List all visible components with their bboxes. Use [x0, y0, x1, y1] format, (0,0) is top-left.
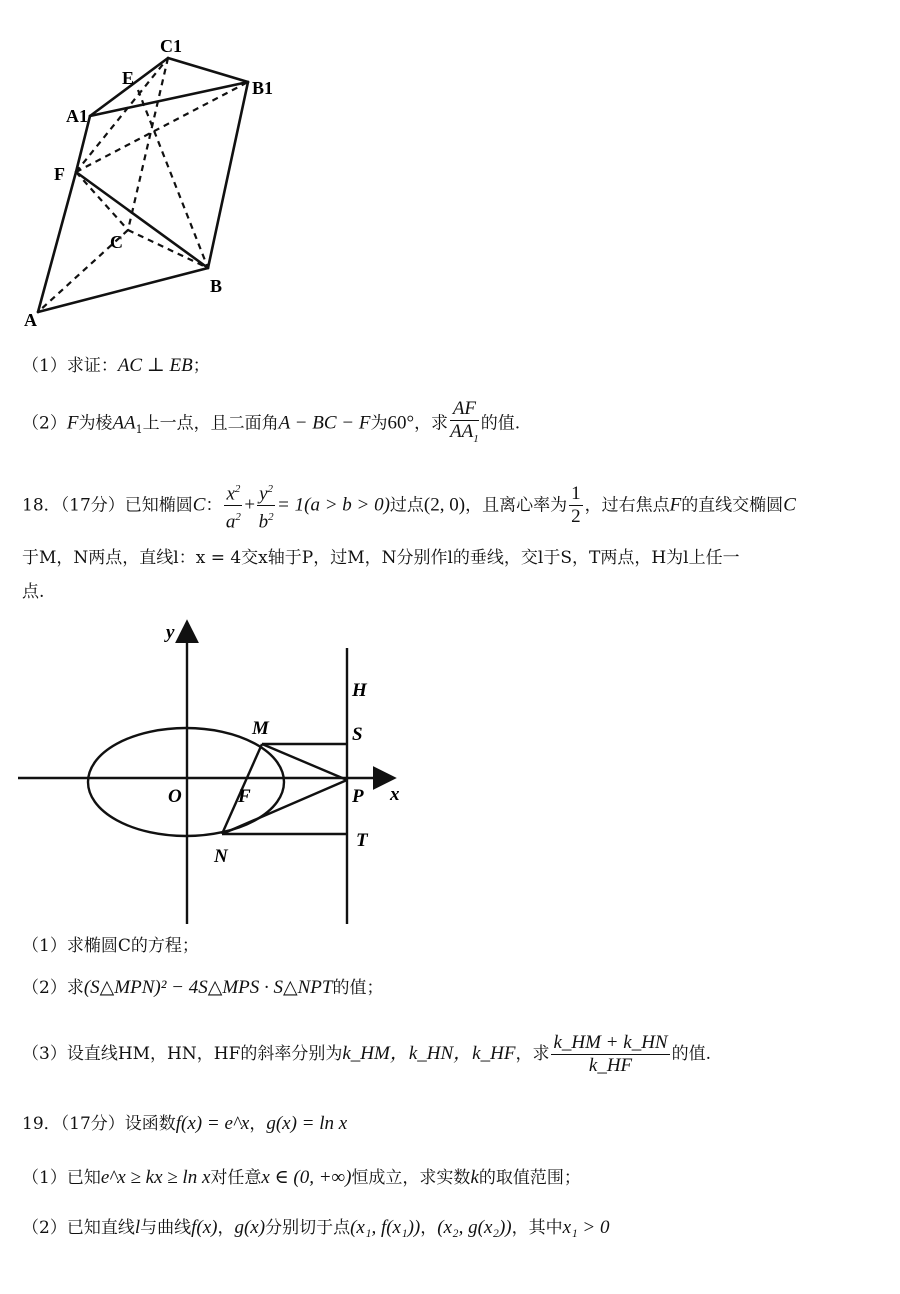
p18-e-den: 2 [571, 506, 581, 528]
p19-q2-p1: (x₁, f(x₁)) [350, 1217, 421, 1238]
p19-q2-p2: (x₂, g(x₂)) [437, 1217, 512, 1238]
p17-q2-F: F [66, 412, 79, 434]
p18-q2-expr: (S△MPN)² − 4S△MPS · S△NPT [83, 977, 333, 998]
label-C1: C1 [160, 36, 182, 56]
label-x: x [390, 784, 400, 805]
p18-q2-prefix: （2）求 [22, 978, 84, 998]
label-M: M [252, 718, 269, 739]
p17-q2-t2: 上一点，且二面角 [142, 413, 279, 434]
p19-q1 [22, 1166, 581, 1190]
p18-q2 [22, 976, 383, 1000]
p18-q3 [22, 1030, 711, 1078]
p17-q2-t3: 为 [370, 413, 388, 434]
p18-t1: 过点 [389, 495, 424, 516]
p17-q2-t5: 的值. [480, 413, 521, 434]
p19-f-def: f(x) = e^x [175, 1113, 250, 1134]
p18-q1: （1）求椭圆C的方程； [22, 936, 199, 956]
p18-stem-line2: 于M，N两点，直线l：x = 4交x轴于P，过M，N分别作l的垂线，交l于S，T两点，H为l上任一 [22, 548, 740, 568]
p19-q1-suffix: 的取值范围； [478, 1168, 581, 1188]
p19-q2-t2: 分别切于点 [265, 1218, 351, 1238]
p17-q2-angle: A − BC − F [278, 412, 371, 434]
p17-q2-fraction: $\frac{AF}{AA_1}$ [450, 398, 479, 445]
p19-q2-l: l [134, 1217, 141, 1238]
p19-q1-ineq: e^x ≥ kx ≥ ln x [100, 1167, 211, 1188]
p18-q3-suffix: 的值. [671, 1044, 711, 1064]
ellipse-figure [14, 612, 414, 930]
p18-q3-prefix: （3）设直线HM，HN，HF的斜率分别为 [22, 1044, 343, 1064]
p18-q2-suffix: 的值； [332, 978, 384, 998]
label-B1: B1 [252, 78, 274, 98]
p18-e-num: 1 [571, 483, 581, 505]
p18-C: C [192, 494, 206, 516]
p19-q1-t2: 恒成立，求实数 [351, 1168, 471, 1188]
p18-t2: ，且离心率为 [465, 495, 568, 516]
p17-q2-t4: ，求 [414, 413, 449, 434]
label-E: E [122, 68, 135, 88]
p17-q2-AA1: AA [112, 412, 136, 434]
label-A: A [24, 310, 37, 330]
p19-q2 [22, 1216, 610, 1240]
p18-F: F [669, 494, 682, 516]
p18-C2: C [783, 494, 796, 516]
p18-colon: ： [205, 495, 223, 516]
p18-point: (2, 0) [423, 494, 466, 516]
label-A1: A1 [66, 106, 88, 126]
p17-q1 [22, 354, 210, 378]
p18-stem-line1: 18．（17分）已知椭圆C： $\frac{x^2}{a^2}$ + $\frac{y^2}{b^2}$ = 1(a > b > 0)过点(2, 0)，且离心率为 $\frac{1}{2}$ ，过右焦点F的直线交椭圆C [22, 478, 796, 534]
label-B: B [210, 276, 223, 296]
p19-q2-f: f(x) [191, 1217, 218, 1238]
p18-t4: 的直线交椭圆 [681, 495, 784, 516]
p17-q1-math: AC ⊥ EB [117, 355, 193, 376]
label-P: P [352, 786, 364, 807]
p18-q3-den: k_HF [588, 1055, 633, 1076]
p18-ecc-frac [569, 483, 583, 528]
p19-q1-prefix: （1）已知 [22, 1168, 101, 1188]
p17-q2-prefix: （2） [22, 413, 67, 434]
p18-q3-k: k_HM，k_HN，k_HF [342, 1043, 516, 1064]
p19-q1-k: k [470, 1167, 479, 1188]
p18-x-frac: $\frac{x^2}{a^2}$ [224, 478, 242, 534]
p19-q1-dom: x ∈ (0, +∞) [261, 1167, 352, 1188]
p17-q2-den: AA [450, 421, 474, 442]
p18-y-frac: $\frac{y^2}{b^2}$ [257, 478, 275, 534]
p18-eq-tail: = 1(a > b > 0) [277, 494, 390, 516]
p19-q2-g: g(x) [234, 1217, 266, 1238]
p17-q2-num: AF [450, 398, 479, 421]
p19-q2-cond: x₁ > 0 [562, 1217, 610, 1238]
label-F: F [238, 786, 251, 807]
p19-q2-t3: ，其中 [511, 1218, 563, 1238]
p19-q2-t1: 与曲线 [140, 1218, 192, 1238]
p19-q2-sep2: ， [420, 1218, 438, 1238]
p19-q1-mid: 对任意 [210, 1168, 262, 1188]
p18-q3-num: k_HM + k_HN [553, 1032, 668, 1053]
label-y: y [166, 622, 175, 643]
label-C: C [110, 232, 123, 252]
label-N: N [214, 846, 228, 867]
label-F: F [54, 164, 65, 184]
p19-q2-sep1: ， [217, 1218, 235, 1238]
p17-q2-t1: 为棱 [78, 413, 113, 434]
label-H: H [352, 680, 367, 701]
p19-head: 19．（17分）设函数 [22, 1114, 176, 1134]
p19-g-def: g(x) = ln x [266, 1113, 348, 1134]
p19-q2-prefix: （2）已知直线 [22, 1218, 135, 1238]
p18-t3: ，过右焦点 [584, 495, 670, 516]
p17-q2: （2）F为棱$AA_1$上一点，且二面角A − BC − F为60°，求 $\frac{AF}{AA_1}$ 的值. [22, 398, 520, 454]
p18-q3-mid: ，求 [515, 1044, 550, 1064]
p17-q1-prefix: （1）求证： [22, 356, 118, 376]
prism-figure [10, 30, 274, 340]
p18-head: 18．（17分）已知椭圆 [22, 495, 193, 516]
label-O: O [168, 786, 182, 807]
p17-q2-deg: 60° [387, 412, 415, 434]
label-T: T [356, 830, 368, 851]
label-S: S [352, 724, 363, 745]
p19-sep: ， [249, 1114, 267, 1134]
p18-stem-line3: 点. [22, 582, 45, 602]
p19-stem [22, 1112, 347, 1136]
p17-q1-suffix: ； [192, 356, 210, 376]
p18-q3-frac [551, 1032, 669, 1077]
